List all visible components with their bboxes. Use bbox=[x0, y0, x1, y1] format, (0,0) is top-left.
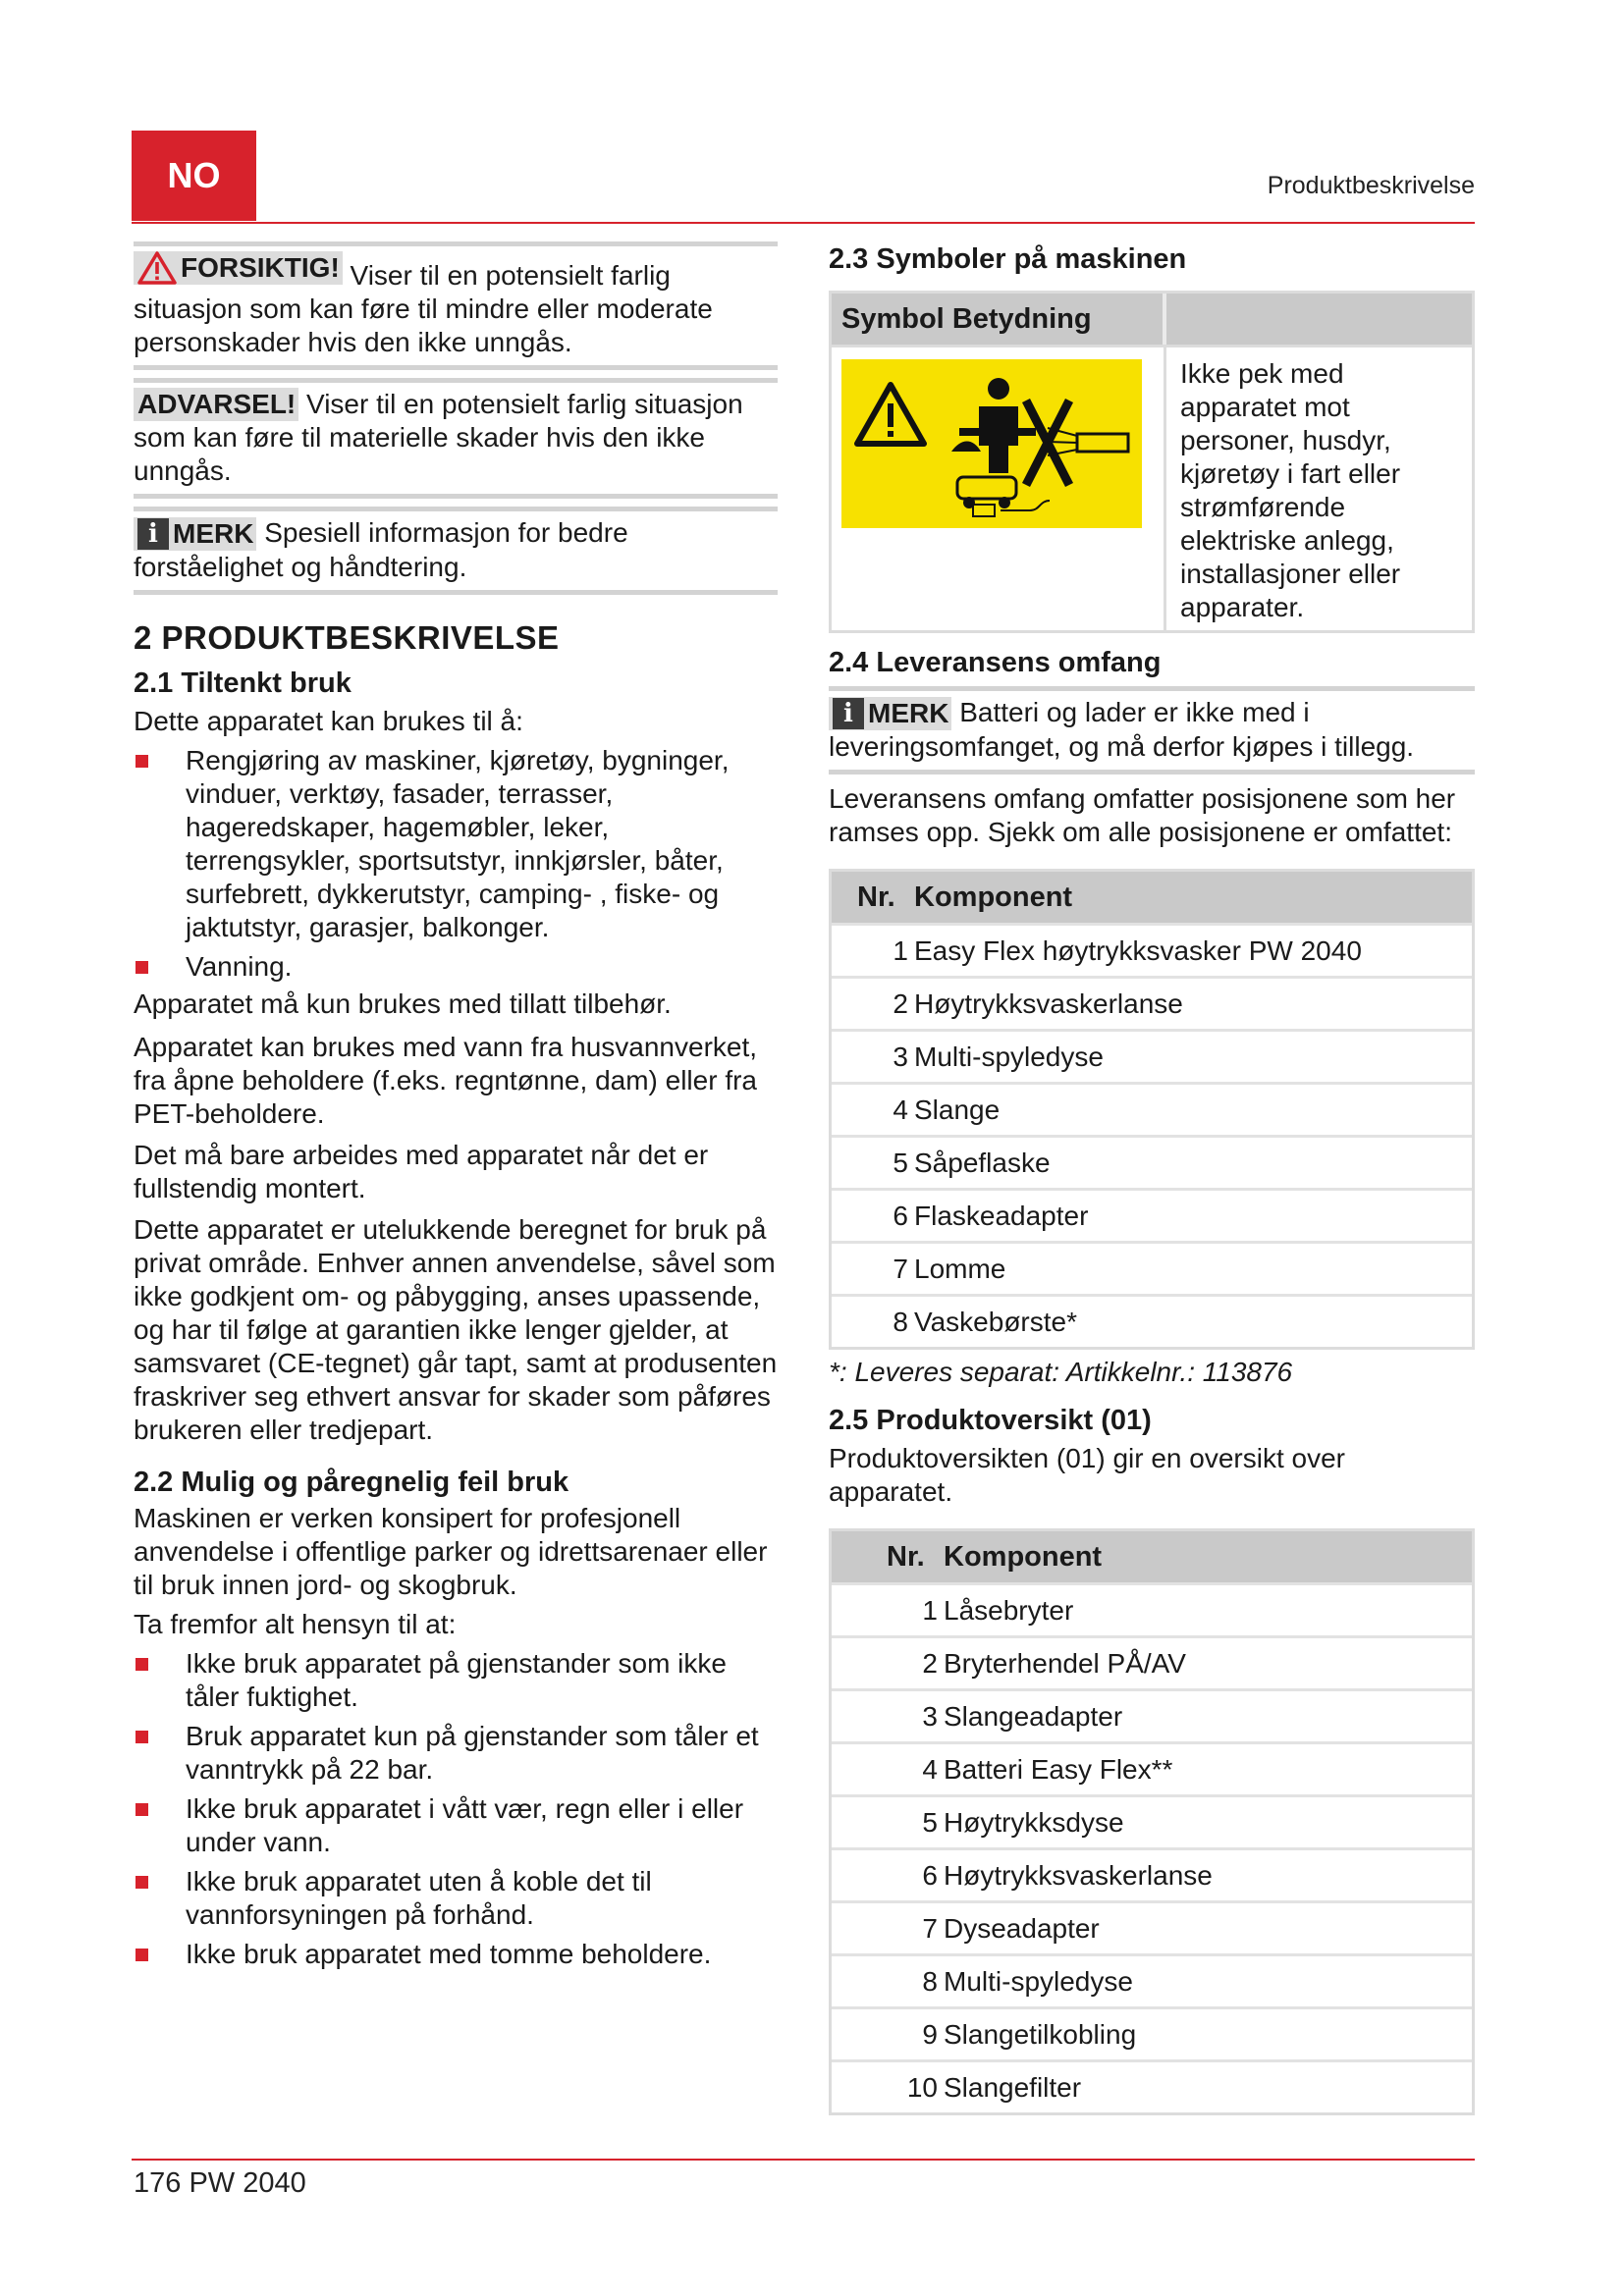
paragraph: Apparatet må kun brukes med tillatt tilbehør. bbox=[134, 988, 672, 1019]
paragraph: Ta fremfor alt hensyn til at: bbox=[134, 1609, 457, 1639]
subsection-2-1-heading: 2.1 Tiltenkt bruk bbox=[134, 667, 352, 699]
list-item: Bruk apparatet kun på gjenstander som tåler et vanntrykk på 22 bar. bbox=[134, 1720, 778, 1787]
list-item: Ikke bruk apparatet uten å koble det til vannforsyningen på forhånd. bbox=[134, 1865, 778, 1932]
subsection-2-2-heading: 2.2 Mulig og påregnelig feil bruk bbox=[134, 1467, 569, 1498]
table-row: 7 Lomme bbox=[832, 1241, 1472, 1294]
table-row: 4 Batteri Easy Flex** bbox=[832, 1741, 1472, 1794]
subsection-2-5-heading: 2.5 Produktoversikt (01) bbox=[829, 1405, 1152, 1436]
running-header: Produktbeskrivelse bbox=[1267, 172, 1475, 199]
paragraph: Apparatet kan brukes med vann fra husvannverket, fra åpne beholdere (f.eks. regntønne, dam) eller fra PET-beholdere. bbox=[134, 1032, 758, 1129]
list-item: Rengjøring av maskiner, kjøretøy, bygninger, vinduer, verktøy, fasader, terrasser, hageredskaper, hagemøbler, leker, terrengsykler, sportsutstyr, innkjørsler, båter, surfebrett, dykkerutstyr, camping- , fiske- og jaktutstyr, garasjer, balkonger. bbox=[134, 744, 778, 944]
left-column bbox=[134, 241, 778, 1977]
warning-label: ADVARSEL! bbox=[134, 388, 298, 421]
column-header-component: Komponent bbox=[914, 872, 1472, 923]
table-row: 1 Låsebryter bbox=[832, 1582, 1472, 1635]
language-badge: NO bbox=[132, 131, 256, 221]
table-row: 4 Slange bbox=[832, 1082, 1472, 1135]
table-header-row bbox=[832, 1531, 1472, 1582]
warning-text: Viser til en potensielt farlig situasjon som kan føre til materielle skader hvis den ikke unngås. bbox=[134, 389, 743, 486]
paragraph: Dette apparatet er utelukkende beregnet for bruk på privat område. Enhver annen anvendelse, såvel som ikke godkjent om- og påbygging, anses upassende, og har til følge at garantien ikke lenger gjelder, at samsvaret (CE-tegnet) går tapt, samt at produsenten fraskriver seg ethvert ansvar for skader som påføres brukeren eller tredjepart. bbox=[134, 1214, 778, 1445]
symbol-table-header-empty bbox=[1166, 294, 1472, 345]
list-item: Ikke bruk apparatet på gjenstander som ikke tåler fuktighet. bbox=[134, 1647, 778, 1714]
paragraph: Produktoversikten (01) gir en oversikt over apparatet. bbox=[829, 1443, 1345, 1507]
footer-divider bbox=[132, 2159, 1475, 2161]
note-label: i MERK bbox=[829, 697, 951, 730]
right-column bbox=[829, 241, 1475, 2115]
table-row: 5 Høytrykksdyse bbox=[832, 1794, 1472, 1847]
table-row: 1 Easy Flex høytrykksvasker PW 2040 bbox=[832, 923, 1472, 976]
list-item: Ikke bruk apparatet med tomme beholdere. bbox=[134, 1938, 778, 1971]
note-text: Spesiell informasjon for bedre forståelighet og håndtering. bbox=[134, 517, 628, 582]
caution-notice bbox=[134, 241, 778, 370]
table-row: 8 Multi-spyledyse bbox=[832, 1953, 1472, 2006]
symbol-image-cell bbox=[832, 345, 1166, 630]
info-icon: i bbox=[833, 698, 864, 729]
delivery-scope-table bbox=[829, 869, 1475, 1350]
column-header-nr: Nr. bbox=[832, 872, 908, 923]
table-header-row bbox=[832, 872, 1472, 923]
misuse-list bbox=[134, 1647, 778, 1971]
note-label: i MERK bbox=[134, 517, 256, 551]
delivery-note bbox=[829, 686, 1475, 774]
paragraph: Det må bare arbeides med apparatet når det er fullstendig montert. bbox=[134, 1140, 709, 1203]
table-row: 2 Høytrykksvaskerlanse bbox=[832, 976, 1472, 1029]
table-row: 7 Dyseadapter bbox=[832, 1900, 1472, 1953]
product-overview-table bbox=[829, 1528, 1475, 2115]
column-header-nr: Nr. bbox=[832, 1531, 938, 1582]
footnote: *: Leveres separat: Artikkelnr.: 113876 bbox=[829, 1357, 1293, 1387]
symbol-table-header: Symbol Betydning bbox=[832, 294, 1166, 345]
symbol-meaning: Ikke pek med apparatet mot personer, husdyr, kjøretøy i fart eller strømførende elektriske anlegg, installasjoner eller apparater. bbox=[1166, 345, 1472, 630]
symbol-table bbox=[829, 291, 1475, 633]
subsection-2-4-heading: 2.4 Leveransens omfang bbox=[829, 647, 1162, 678]
paragraph: Dette apparatet kan brukes til å: bbox=[134, 706, 523, 736]
caution-text: Viser til en potensielt farlig situasjon som kan føre til mindre eller moderate personskader hvis den ikke unngås. bbox=[134, 260, 713, 357]
section-heading: 2 PRODUKTBESKRIVELSE bbox=[134, 619, 560, 656]
paragraph: Leveransens omfang omfatter posisjonene som her ramses opp. Sjekk om alle posisjonene er omfattet: bbox=[829, 783, 1456, 847]
caution-label: FORSIKTIG! bbox=[134, 251, 343, 285]
header-divider bbox=[132, 222, 1475, 224]
table-row: 3 Slangeadapter bbox=[832, 1688, 1472, 1741]
warning-no-spray-at-persons-icon bbox=[841, 359, 1142, 528]
table-row: 3 Multi-spyledyse bbox=[832, 1029, 1472, 1082]
page-number: 176 PW 2040 bbox=[134, 2167, 306, 2199]
table-row: 6 Flaskeadapter bbox=[832, 1188, 1472, 1241]
info-icon: i bbox=[137, 518, 169, 550]
table-row: 2 Bryterhendel PÅ/AV bbox=[832, 1635, 1472, 1688]
table-row: 10 Slangefilter bbox=[832, 2059, 1472, 2112]
column-header-component: Komponent bbox=[944, 1531, 1472, 1582]
table-row: 9 Slangetilkobling bbox=[832, 2006, 1472, 2059]
warning-triangle-icon bbox=[137, 251, 177, 285]
note-text: Batteri og lader er ikke med i leveringsomfanget, og må derfor kjøpes i tillegg. bbox=[829, 697, 1415, 762]
intended-use-list bbox=[134, 744, 778, 984]
note-notice bbox=[134, 507, 778, 595]
table-row: 5 Såpeflaske bbox=[832, 1135, 1472, 1188]
list-item: Ikke bruk apparatet i vått vær, regn eller i eller under vann. bbox=[134, 1792, 778, 1859]
subsection-2-3-heading: 2.3 Symboler på maskinen bbox=[829, 243, 1187, 275]
paragraph: Maskinen er verken konsipert for profesjonell anvendelse i offentlige parker og idrettsarenaer eller til bruk innen jord- og skogbruk. bbox=[134, 1503, 768, 1600]
list-item: Vanning. bbox=[134, 950, 778, 984]
table-row: 6 Høytrykksvaskerlanse bbox=[832, 1847, 1472, 1900]
warning-notice bbox=[134, 378, 778, 499]
table-row: 8 Vaskebørste* bbox=[832, 1294, 1472, 1347]
